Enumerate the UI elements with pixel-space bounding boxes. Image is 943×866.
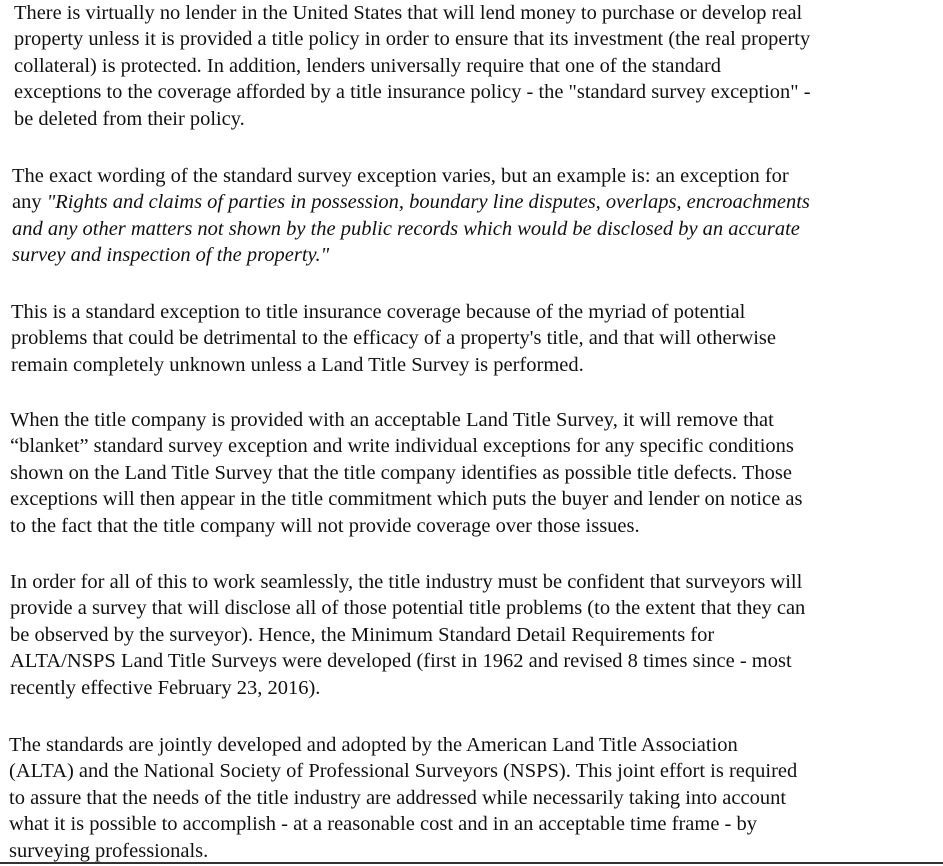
page-bottom-rule	[0, 862, 943, 864]
text-line: to assure that the needs of the title industry are addressed while necessarily taking into account	[9, 786, 787, 809]
text-line: problems that could be detrimental to the efficacy of a property's title, and that will otherwise	[11, 327, 776, 350]
text-line: This is a standard exception to title insurance coverage because of the myriad of potential	[11, 301, 746, 323]
text-line: The exact wording of the standard survey exception varies, but an example is: an exception for	[12, 165, 789, 187]
text-line: recently effective February 23, 2016).	[10, 676, 321, 699]
text-line: In order for all of this to work seamlessly, the title industry must be confident that surveyors will	[10, 571, 803, 593]
paragraph-alta-nsps	[9, 732, 939, 864]
text-line: collateral) is protected. In addition, lenders universally require that one of the standard	[14, 54, 722, 77]
quoted-exception-text: survey and inspection of the property."	[12, 244, 330, 267]
text-line: property unless it is provided a title policy in order to ensure that its investment (the real property	[14, 28, 811, 51]
text-line: shown on the Land Title Survey that the title company identifies as possible title defects. Those	[10, 461, 792, 484]
paragraph-minimum-standards	[10, 569, 940, 701]
text-line: surveying professionals.	[9, 839, 209, 862]
text-line: There is virtually no lender in the United States that will lend money to purchase or develop real	[14, 2, 803, 24]
text-line: be deleted from their policy.	[14, 107, 245, 130]
text-line: exceptions will then appear in the title commitment which puts the buyer and lender on notice as	[10, 488, 803, 511]
quoted-exception-text: and any other matters not shown by the public records which would be disclosed by an accurate	[12, 217, 800, 240]
text-line: to the fact that the title company will not provide coverage over those issues.	[10, 514, 640, 537]
text-line: remain completely unknown unless a Land Title Survey is performed.	[11, 353, 584, 376]
text-line: ALTA/NSPS Land Title Surveys were developed (first in 1962 and revised 8 times since - most	[10, 650, 792, 673]
paragraph-standard-exception	[11, 299, 941, 378]
text-line: (ALTA) and the National Society of Professional Surveyors (NSPS). This joint effort is required	[9, 760, 798, 783]
paragraph-title-company	[10, 407, 940, 539]
text-line: be observed by the surveyor). Hence, the Minimum Standard Detail Requirements for	[10, 623, 715, 646]
quoted-exception-text: "Rights and claims of parties in possession, boundary line disputes, overlaps, encroachments	[46, 191, 810, 214]
text-line: exceptions to the coverage afforded by a title insurance policy - the "standard survey exception" -	[14, 81, 811, 104]
text-line	[12, 189, 941, 215]
text-line: The standards are jointly developed and adopted by the American Land Title Association	[9, 734, 738, 756]
text-line: what it is possible to accomplish - at a reasonable cost and in an acceptable time frame - by	[9, 813, 757, 836]
paragraph-title-policy	[14, 0, 943, 132]
text-line: provide a survey that will disclose all of those potential title problems (to the extent that they can	[10, 597, 806, 620]
text-fragment: any	[12, 191, 47, 214]
paragraph-exception-wording	[12, 163, 942, 269]
text-line: “blanket” standard survey exception and write individual exceptions for any specific conditions	[10, 435, 794, 458]
text-line: When the title company is provided with an acceptable Land Title Survey, it will remove that	[10, 409, 774, 431]
